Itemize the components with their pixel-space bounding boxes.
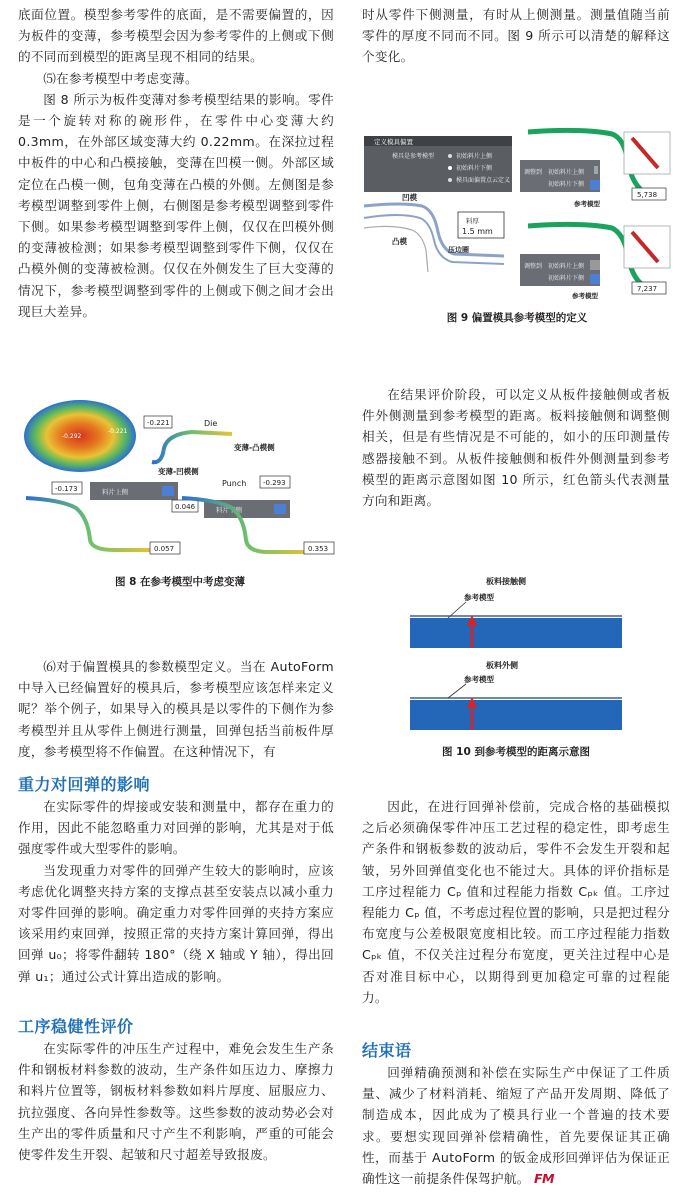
right-top-text [362,4,670,68]
die-label: 凹模 [402,193,417,202]
figure-10-caption: 图 10 到参考模型的距离示意图 [442,746,590,758]
option-upper: 初始料片上侧 [548,263,585,270]
value-057: 0.057 [154,545,175,553]
gravity-text [18,796,334,987]
option-lower: 初始料片下侧 [456,165,493,172]
paragraph: 当发现重力对零件的回弹产生较大的影响时，应该考虑优化调整夹持方案的支撑点甚至安装点以减小重力对零件回弹的影响。确定重力对零件回弹的夹持方案应该采用约束回弹，按照正常的夹持方案计算回弹，得出回弹 u₀；将零件翻转 180°（绕 X 轴或 Y 轴），得出回弹 u₁；通过公式计算出造成的影响。 [18,862,334,984]
sheet-bar-top [410,618,622,648]
punch-label: 凸模 [392,237,407,246]
left-mid-text [18,656,334,762]
option-lower: 初始料片下侧 [548,181,585,188]
panel-row-label: 模具是参考模型 [392,153,435,160]
profile-curve-top [152,432,232,462]
die-label: Die [204,419,218,428]
value-353: 0.353 [308,545,329,553]
adjust-label: 调整到 [524,263,543,270]
bottom-title: 板料外侧 [486,661,518,670]
section-title-conclusion: 结束语 [362,1041,412,1060]
robustness-text [18,1038,334,1165]
value-a: 5,738 [637,191,658,199]
swatch-blue [274,504,286,514]
punch-label: Punch [222,479,247,488]
value-ring: -0.221 [108,428,128,435]
value-046: 0.046 [175,503,196,511]
value-293: -0.293 [263,479,286,487]
paragraph: ⑹对于偏置模具的参数模型定义。当在 AutoForm 中导入已经偏置好的模具后，参考模型应该怎样来定义呢？举个例子，如果导入的模具是以零件的下侧作为参考模型并且从零件上侧进行测量，回弹包括当前板件厚度，参考模型将不作偏置。在这种情况下，有 [18,659,334,759]
value-173: -0.173 [55,485,78,493]
radio-icon [448,166,452,170]
paragraph: 时从零件下侧测量，有时从上侧测量。测量值随当前零件的厚度不同而不同。图 9 所示可以清楚的解释这个变化。 [362,7,670,65]
punch-profile [364,226,428,272]
figure-9 [362,122,672,300]
fm-logo: FM [533,1171,555,1187]
option-lower: 初始料片下侧 [548,275,585,282]
radio-icon [448,154,452,158]
conclusion-text [362,1062,670,1189]
ref-model-label: 参考模型 [572,292,598,300]
paragraph: 因此，在进行回弹补偿前，完成合格的基础模拟之后必须确保零件冲压工艺过程的稳定性，即考虑生产条件和钢板参数的波动后，零件不会发生开裂和起皱，另外回弹值变化也不能过大。具体的评价指标是工序过程能力 Cₚ 值和过程能力指数 Cₚₖ 值。工序过程能力 Cₚ 值，不考虑过程位置的影响，只是把过程分布宽度与公差极限宽度相比较。而工序过程能力指数 Cₚₖ 值，不仅关注过程分布宽度，更关注过程中心是否对准目标中心，以期得到更加稳定可靠的过程能力。 [362,799,670,1005]
top-ref-label: 参考模型 [464,593,494,602]
option-upper: 初始料片上侧 [456,153,493,160]
figure-10 [410,574,622,734]
value-221: -0.221 [147,419,170,427]
paragraph: 图 8 所示为板件变薄对参考模型结果的影响。零件是一个旋转对称的碗形件，在零件中心变薄大约 0.3mm，在外部区域变薄大约 0.22mm。在深拉过程中板件的中心和凸模接触，变薄在凹模一侧。外部区域定位在凸模一侧，包角变薄在凸模的外侧。左侧图是参考模型调整到零件上侧，右侧图是参考模型调整到零件下侧。如果参考模型调整到零件上侧，仅仅在凹模外侧的变薄被检测；如果参考模型调整到零件下侧，仅仅在凸模外侧的变薄被检测。仅仅在外侧发生了巨大变薄的情况下，参考模型调整到零件的上侧或下侧之间才会出现巨大差异。 [18,91,334,319]
paragraph: 在实际零件的冲压生产过程中，难免会发生生产条件和钢板材料参数的波动，生产条件如压边力、摩擦力和料片位置等，钢板材料参数如料片厚度、屈服应力、抗拉强度、各向异性参数等。这些参数的波动势必会对生产出的零件质量和尺寸产生不利影响，严重的可能会使零件发生开裂、起皱和尺寸超差导致报废。 [18,1041,334,1163]
panel-title: 定义模具偏置 [374,138,413,146]
swatch [590,260,600,270]
option-upper: 料片上侧 [102,488,128,496]
thin-punch-label: 变薄-凸模侧 [234,443,275,452]
swatch-blue [590,180,600,190]
value-center: -0.292 [62,433,82,440]
conclusion-body: 回弹精确预测和补偿在实际生产中保证了工件质量、减少了材料消耗、缩短了产品开发周期、降低了制造成本，因此成为了模具行业一个普遍的技术要求。要想实现回弹补偿精确性，首先要保证其正确性，而基于 AutoForm 的钣金成形回弹评估为保证正确性这一前提条件保驾护航。 [362,1065,670,1187]
ref-model-label: 参考模型 [574,200,600,208]
section-title-robustness: 工序稳健性评价 [18,1017,134,1036]
paragraph: 底面位置。模型参考零件的底面，是不需要偏置的，因为板件的变薄，参考模型会因为参考零件的上侧或下侧的不同而到模型的距离呈现不相同的结果。 [18,7,334,65]
radio-icon [448,178,452,182]
figure-8-caption: 图 8 在参考模型中考虑变薄 [114,576,246,588]
paragraph: 在结果评价阶段，可以定义从板件接触侧或者板件外侧测量到参考模型的距离。板料接触侧和调整侧相关，但是有些情况是不可能的，如小的压印测量传感器接触不到。从板件接触侧和板件外侧测量到参考模型的距离示意图如图 10 所示，红色箭头代表测量方向和距离。 [362,387,670,509]
swatch [594,166,598,174]
paragraph [362,1062,670,1189]
right-bottom-text [362,796,670,1008]
bottom-ref-label: 参考模型 [464,675,494,684]
paragraph: 在实际零件的焊接或安装和测量中，都存在重力的作用，因此不能忽略重力对回弹的影响，尤其是对于低强度零件或大型零件的影响。 [18,799,334,857]
left-top-text [18,4,334,322]
sheet-bar-bottom [410,700,622,730]
option-lower: 料片下侧 [216,506,242,514]
binder-label: 压边圈 [448,246,469,254]
leader-line [448,684,466,698]
figure-8 [22,400,338,568]
swatch-blue [590,274,600,284]
profile-curve-left [26,498,152,550]
section-title-gravity: 重力对回弹的影响 [18,775,151,794]
option-upper: 初始料片上侧 [548,169,585,176]
figure-9-caption: 图 9 偏置模具参考模型的定义 [446,312,588,324]
adjust-label: 调整到 [524,169,543,176]
thickness-label: 料厚 [466,217,479,225]
swatch-blue [162,486,174,496]
paragraph: ⑸在参考模型中考虑变薄。 [43,70,198,86]
right-mid-text [362,384,670,511]
top-title: 板料接触侧 [486,577,526,586]
thickness-value: 1.5 mm [462,227,493,236]
option-other: 模具面偏置点云定义 [456,177,511,184]
thin-die-label: 变薄-凹模侧 [158,467,199,476]
value-b: 7,237 [637,285,658,293]
